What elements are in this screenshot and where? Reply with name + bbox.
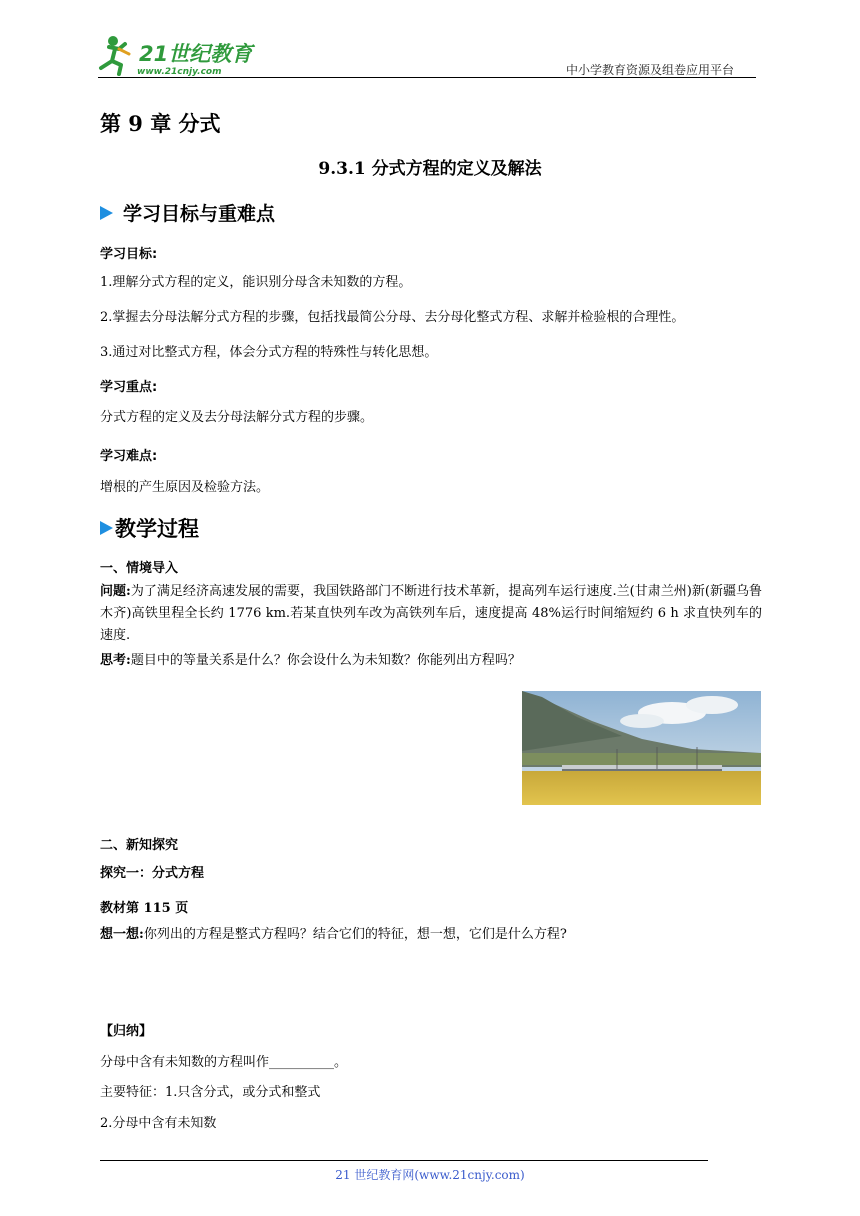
objectives-heading [100, 199, 275, 226]
question-paragraph [100, 581, 762, 647]
question-label: 问题: [100, 584, 131, 599]
summary-feature-1: 主要特征：1.只含分式，或分式和整式 [100, 1085, 321, 1100]
think2-text: 你列出的方程是整式方程吗？结合它们的特征，想一想，它们是什么方程? [143, 927, 567, 942]
key-points-text: 分式方程的定义及去分母法解分式方程的步骤。 [100, 410, 374, 425]
footer-text: 21 世纪教育网(www.21cnjy.com) [335, 1168, 525, 1182]
objectives-label: 学习目标: [100, 247, 158, 262]
logo-url: www.21cnjy.com [137, 67, 222, 77]
think2-paragraph [100, 924, 762, 946]
chapter-title: 第 9 章 分式 [100, 111, 221, 136]
summary-feature-2: 2.分母中含有未知数 [100, 1116, 217, 1131]
site-logo [95, 34, 265, 78]
objectives-heading-text: 学习目标与重难点 [123, 203, 276, 225]
think-label: 思考: [100, 653, 131, 668]
difficulties-label: 学习难点: [100, 449, 158, 464]
part1-title: 一、情境导入 [100, 561, 179, 576]
summary-definition: 分母中含有未知数的方程叫作__________。 [100, 1055, 348, 1070]
process-heading-text: 教学过程 [115, 516, 199, 541]
difficulties-text: 增根的产生原因及检验方法。 [100, 480, 270, 495]
objective-item-2: 2.掌握去分母法解分式方程的步骤，包括找最简公分母、去分母化整式方程、求解并检验根的合理性。 [100, 310, 685, 325]
triangle-bullet-icon [100, 206, 113, 220]
triangle-bullet-icon [100, 521, 113, 535]
textbook-reference: 教材第 115 页 [100, 901, 189, 916]
header-divider [98, 77, 756, 78]
key-points-label: 学习重点: [100, 380, 158, 395]
logo-name: 21世纪教育 [139, 42, 253, 66]
objective-item-3: 3.通过对比整式方程，体会分式方程的特殊性与转化思想。 [100, 345, 438, 360]
part2-title: 二、新知探究 [100, 838, 179, 853]
process-heading [100, 513, 199, 543]
think2-label: 想一想: [100, 927, 144, 942]
think-text: 题目中的等量关系是什么？你会设什么为未知数？你能列出方程吗？ [130, 653, 521, 668]
think-paragraph [100, 650, 762, 672]
question-text: 为了满足经济高速发展的需要，我国铁路部门不断进行技术革新，提高列车运行速度.兰(甘肃兰州)新(新疆乌鲁木齐)高铁里程全长约 1776 km.若某直快列车改为高铁列车后，速度提高 48%运行时间缩短约 6 h 求直快列车的速度. [100, 584, 762, 643]
section-title: 9.3.1 分式方程的定义及解法 [318, 159, 542, 179]
platform-tagline: 中小学教育资源及组卷应用平台 [566, 63, 735, 77]
explore1-title: 探究一：分式方程 [100, 866, 205, 881]
objective-item-1: 1.理解分式方程的定义，能识别分母含未知数的方程。 [100, 275, 412, 290]
runner-logo-icon [101, 36, 129, 74]
summary-title: 【归纳】 [100, 1024, 153, 1039]
high-speed-train-photo [522, 691, 761, 805]
footer-divider [100, 1160, 708, 1161]
